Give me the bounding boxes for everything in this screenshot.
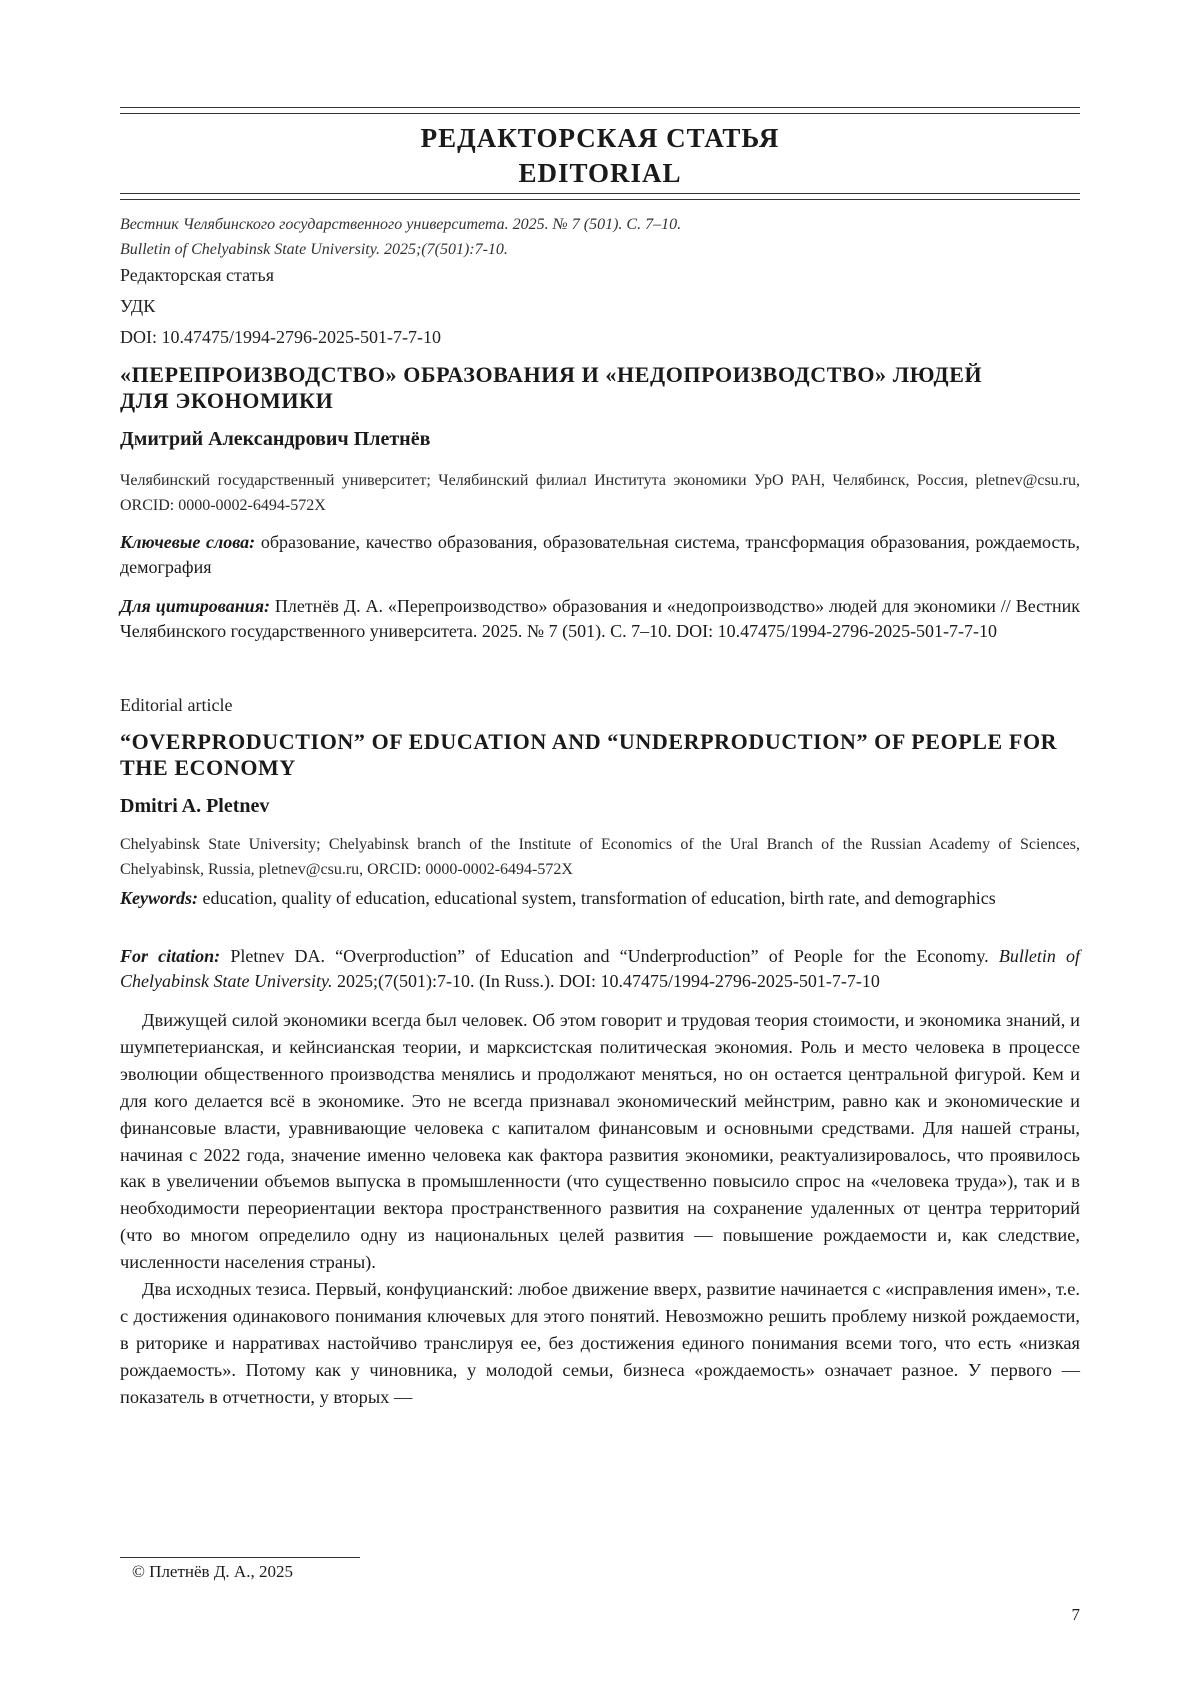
article-type-en: Editorial article xyxy=(120,695,233,715)
citation-ru xyxy=(120,594,1080,644)
footnote-rule xyxy=(120,1557,360,1558)
udk-label: УДК xyxy=(120,296,156,316)
article-title-en: “OVERPRODUCTION” OF EDUCATION AND “UNDERPRODUCTION” OF PEOPLE FOR THE ECONOMY xyxy=(120,729,1058,780)
citation-text-en: Pletnev DA. “Overproduction” of Education and “Underproduction” of People for the Economy. xyxy=(220,946,999,966)
citation-text-ru: Плетнёв Д. А. «Перепроизводство» образования и «недопроизводство» людей для экономики // Вестник Челябинского государственного университета. 2025. № 7 (501). С. 7–10. DOI: 10.47475/1994-2796-2025-501-7-7-10 xyxy=(120,596,1081,641)
keywords-text-ru: образование, качество образования, образовательная система, трансформация образования, рождаемость, демография xyxy=(120,532,1081,577)
header-bottom-rule xyxy=(120,193,1080,200)
page-number: 7 xyxy=(1071,1605,1080,1624)
author-ru: Дмитрий Александрович Плетнёв xyxy=(120,428,431,450)
keywords-label-ru: Ключевые слова: xyxy=(120,532,256,552)
affiliation-ru: Челябинский государственный университет; Челябинский филиал Института экономики УрО РАН, Челябинск, Россия, pletnev@csu.ru, ORCID: 0000-0002-6494-572X xyxy=(120,472,1080,514)
citation-journal-en: Bulletin of Chelyabinsk State University. xyxy=(120,946,1080,991)
keywords-en xyxy=(120,886,1080,911)
copyright-note: © Плетнёв Д. А., 2025 xyxy=(132,1562,293,1581)
body-paragraph-2: Два исходных тезиса. Первый, конфуцианский: любое движение вверх, развитие начинается с «исправления имен», т.е. с достижения одинакового понимания ключевых для этого понятий. Невозможно решить проблему низкой рождаемости, в риторике и нарративах настойчиво транслируя ее, без достижения единого понимания всеми того, что есть «низкая рождаемость». Потому как у чиновника, у молодой семьи, бизнеса «рождаемость» означает разное. У первого — показатель в отчетности, у вторых — xyxy=(120,1279,1080,1407)
keywords-text-en: education, quality of education, educational system, transformation of education, birth rate, and demographics xyxy=(198,888,996,908)
citation-label-ru: Для цитирования: xyxy=(120,596,270,616)
doi: DOI: 10.47475/1994-2796-2025-501-7-7-10 xyxy=(120,327,441,347)
journal-ref-ru: Вестник Челябинского государственного университета. 2025. № 7 (501). С. 7–10. xyxy=(120,216,682,233)
citation-en xyxy=(120,944,1080,994)
journal-ref-en: Bulletin of Chelyabinsk State University. 2025;(7(501):7-10. xyxy=(120,241,508,258)
section-title-ru: РЕДАКТОРСКАЯ СТАТЬЯ xyxy=(420,123,780,153)
keywords-label-en: Keywords: xyxy=(120,888,198,908)
affiliation-en: Chelyabinsk State University; Chelyabinsk branch of the Institute of Economics of the Ural Branch of the Russian Academy of Sciences, Chelyabinsk, Russia, pletnev@csu.ru, ORCID: 0000-0002-6494-572X xyxy=(120,836,1080,878)
header-top-rule xyxy=(120,107,1080,114)
section-title-en: EDITORIAL xyxy=(518,158,682,188)
keywords-ru xyxy=(120,530,1080,580)
citation-rest-en: 2025;(7(501):7-10. (In Russ.). DOI: 10.47475/1994-2796-2025-501-7-7-10 xyxy=(332,971,880,991)
article-title-ru: «ПЕРЕПРОИЗВОДСТВО» ОБРАЗОВАНИЯ И «НЕДОПРОИЗВОДСТВО» ЛЮДЕЙ ДЛЯ ЭКОНОМИКИ xyxy=(120,362,983,413)
body-text xyxy=(120,1007,1080,1411)
body-paragraph-1: Движущей силой экономики всегда был человек. Об этом говорит и трудовая теория стоимости, и экономика знаний, и шумпетерианская, и кейнсианская теории, и марксистская политическая экономия. Роль и место человека в процессе эволюции общественного производства менялись и продолжают меняться, но он остается центральной фигурой. Кем и для кого делается всё в экономике. Это не всегда признавал экономический мейнстрим, равно как и экономические и финансовые власти, уравнивающие человека с капиталом финансовым и основными средствами. Для нашей страны, начиная с 2022 года, значение именно человека как фактора развития экономики, реактуализировалось, что проявилось как в увеличении объемов выпуска в промышленности (что существенно повысило спрос на «человека труда»), так и в необходимости переориентации вектора пространственного развития на сохранение удаленных от центра территорий (что во многом определило одну из национальных целей развития — повышение рождаемости и, как следствие, численности населения страны). xyxy=(120,1010,1080,1273)
author-en: Dmitri A. Pletnev xyxy=(120,795,270,817)
article-type-ru: Редакторская статья xyxy=(120,265,274,285)
citation-label-en: For citation: xyxy=(120,946,221,966)
